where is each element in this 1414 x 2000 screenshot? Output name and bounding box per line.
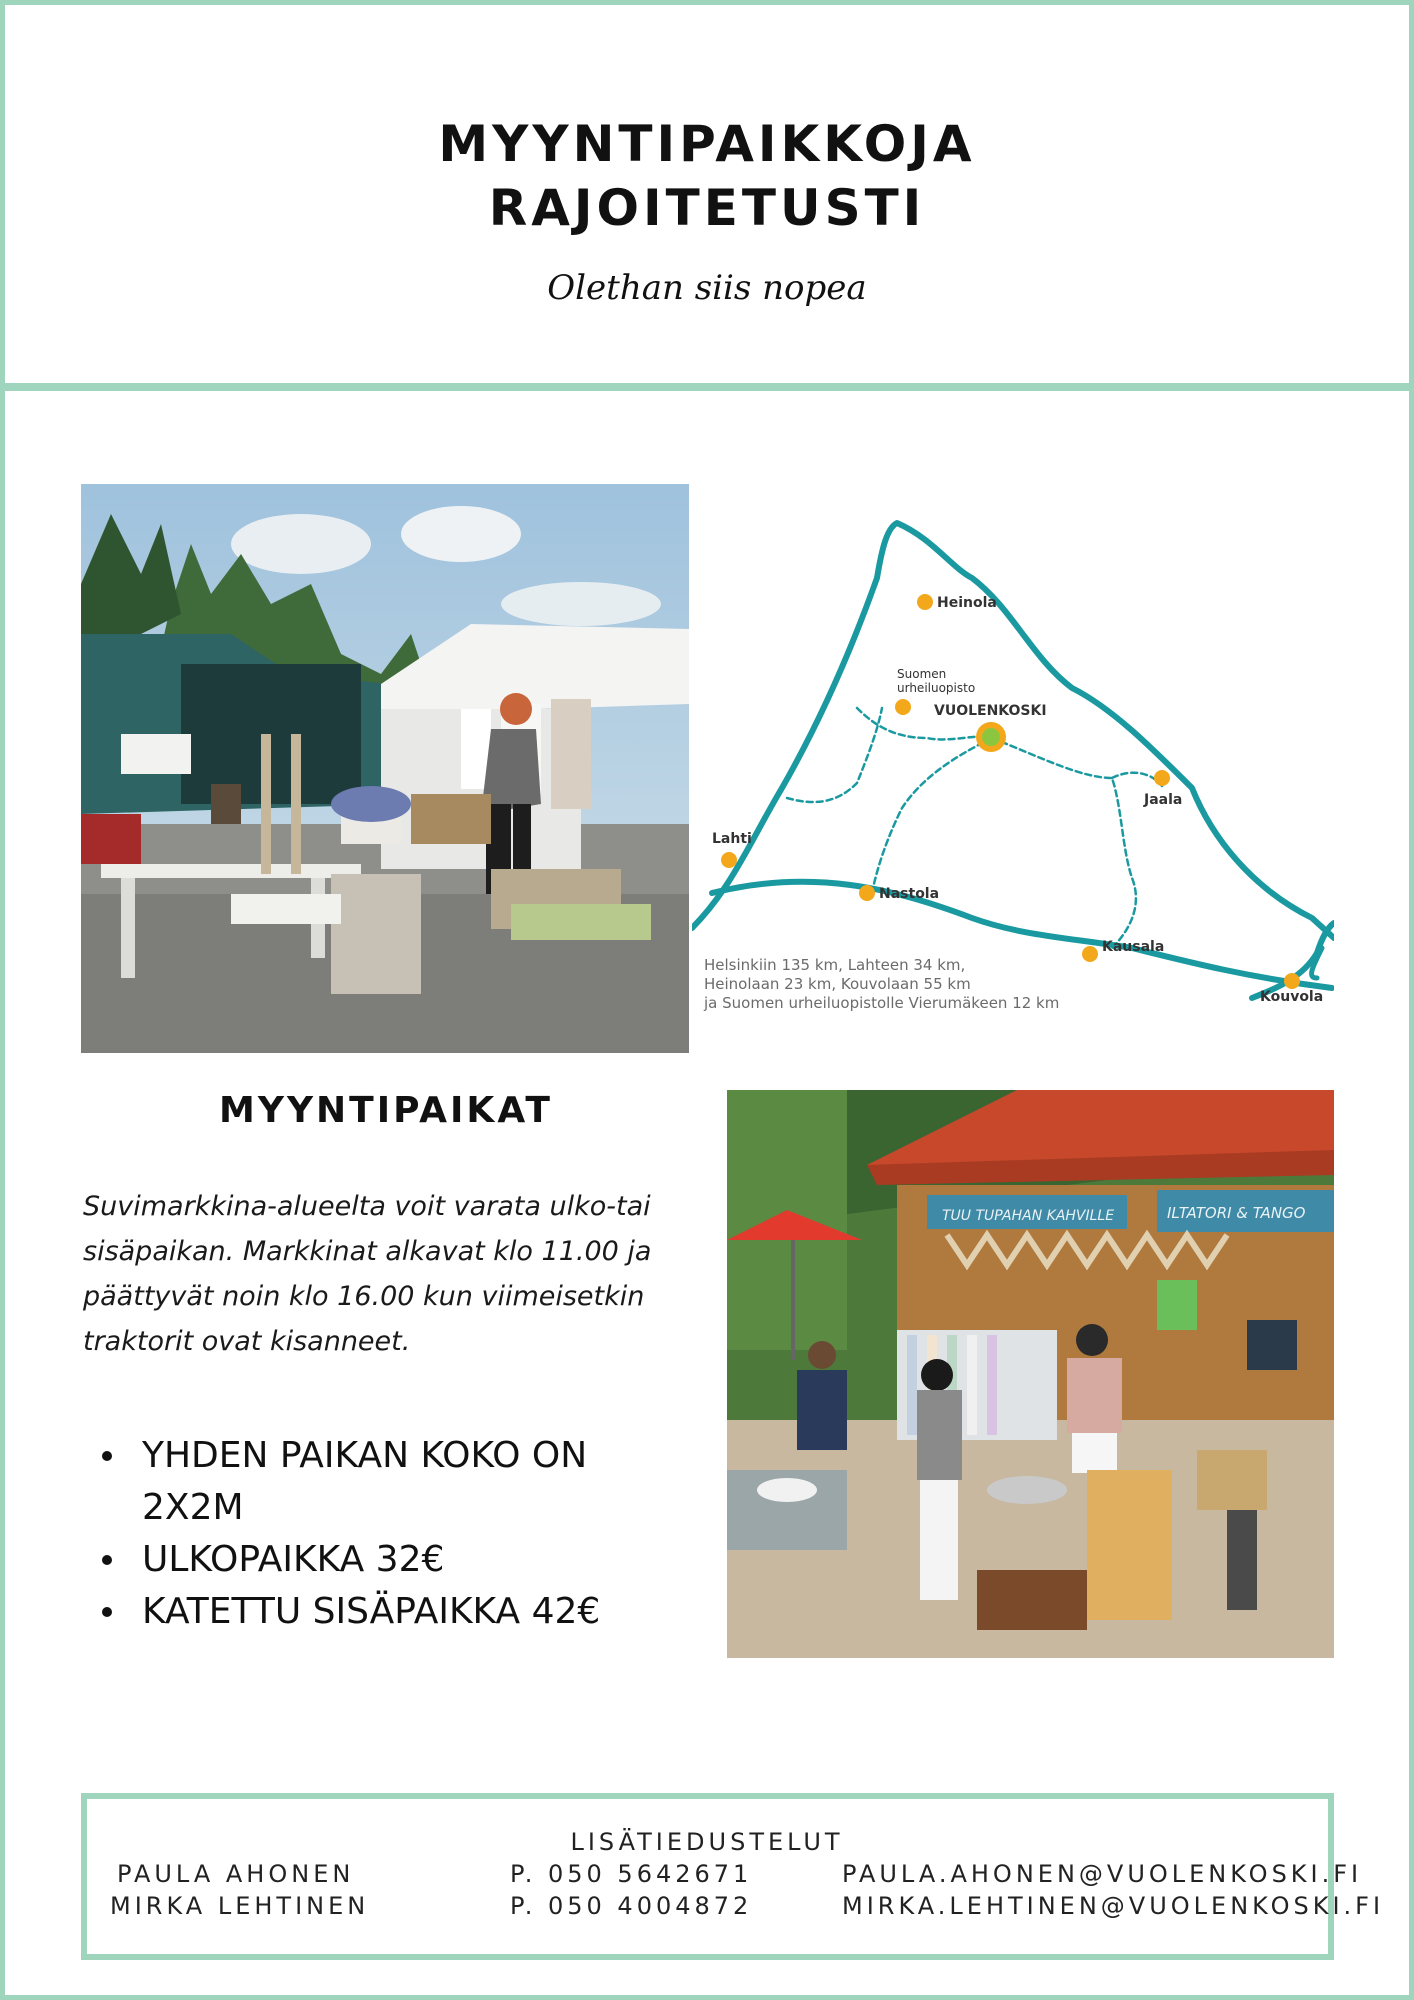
market-building-photo	[727, 1090, 1334, 1658]
map-label-heinola: Heinola	[937, 595, 997, 611]
map-label-vuolenkoski: VUOLENKOSKI	[934, 703, 1047, 719]
section-heading: MYYNTIPAIKAT	[219, 1090, 553, 1131]
sign-right-text: ILTATORI & TANGO	[1167, 1204, 1306, 1222]
page-subtitle: Olethan siis nopea	[547, 268, 867, 308]
contact-phone-2: P. 050 4004872	[510, 1892, 753, 1920]
bullet-icon	[102, 1451, 112, 1461]
bullet-icon	[102, 1607, 112, 1617]
list-item: YHDEN PAIKAN KOKO ON 2X2M	[96, 1430, 696, 1534]
list-item: KATETTU SISÄPAIKKA 42€	[96, 1586, 696, 1638]
section-description: Suvimarkkina-alueelta voit varata ulko-tai sisäpaikan. Markkinat alkavat klo 11.00 ja päättyvät noin klo 16.00 kun viimeisetkin traktorit ovat kisanneet.	[83, 1191, 652, 1357]
map-distances-line2: Heinolaan 23 km, Kouvolaan 55 km	[704, 975, 971, 993]
contact-email-2: MIRKA.LEHTINEN@VUOLENKOSKI.FI	[842, 1892, 1385, 1920]
map-label-urheiluopisto-2: urheiluopisto	[897, 681, 976, 695]
map-distances-line1: Helsinkiin 135 km, Lahteen 34 km,	[704, 956, 966, 974]
route-map	[692, 508, 1334, 1028]
price-list	[96, 1430, 696, 1638]
page-title-line1: MYYNTIPAIKKOJA	[438, 115, 976, 173]
contact-phone-1: P. 050 5642671	[510, 1860, 753, 1888]
contact-email-1: PAULA.AHONEN@VUOLENKOSKI.FI	[842, 1860, 1363, 1888]
contact-heading: LISÄTIEDUSTELUT	[570, 1828, 844, 1856]
contact-name-2: MIRKA LEHTINEN	[110, 1892, 370, 1920]
map-label-jaala: Jaala	[1144, 792, 1183, 808]
list-item: ULKOPAIKKA 32€	[96, 1534, 696, 1586]
map-label-urheiluopisto-1: Suomen	[897, 667, 947, 681]
map-label-kouvola: Kouvola	[1260, 989, 1324, 1005]
map-label-nastola: Nastola	[879, 886, 940, 902]
sign-left-text: TUU TUPAHAN KAHVILLE	[942, 1208, 1115, 1224]
page-title-line2: RAJOITETUSTI	[488, 179, 926, 237]
map-label-kausala: Kausala	[1102, 939, 1165, 955]
market-stall-photo	[81, 484, 689, 1053]
map-distances-line3: ja Suomen urheiluopistolle Vierumäkeen 12 km	[704, 994, 1060, 1012]
bullet-icon	[102, 1555, 112, 1565]
contact-name-1: PAULA AHONEN	[117, 1860, 355, 1888]
map-label-lahti: Lahti	[712, 831, 752, 847]
